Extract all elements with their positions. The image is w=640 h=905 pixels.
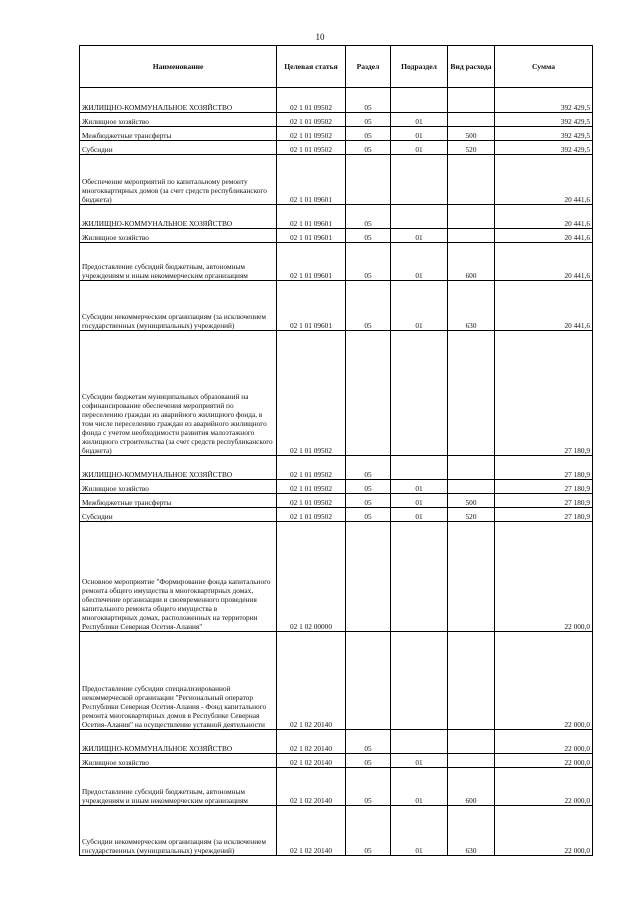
header-expense-type: Вид расхода [448, 46, 495, 88]
cell-subsection [391, 522, 448, 632]
cell-expense-type [448, 155, 495, 205]
cell-subsection: 01 [391, 229, 448, 243]
cell-subsection [391, 88, 448, 113]
cell-amount: 27 180,9 [495, 494, 593, 508]
cell-amount: 20 441,6 [495, 205, 593, 229]
cell-section: 05 [346, 88, 391, 113]
cell-name: Субсидии [80, 508, 277, 522]
cell-section: 05 [346, 480, 391, 494]
header-name: Наименование [80, 46, 277, 88]
cell-target: 02 1 02 00000 [277, 522, 346, 632]
table-row [80, 127, 593, 141]
table-row [80, 768, 593, 806]
cell-expense-type: 630 [448, 281, 495, 331]
cell-target: 02 1 02 20140 [277, 632, 346, 730]
cell-expense-type [448, 205, 495, 229]
table-row [80, 806, 593, 856]
cell-amount: 392 429,5 [495, 88, 593, 113]
cell-name: Субсидии [80, 141, 277, 155]
cell-amount: 27 180,9 [495, 456, 593, 480]
cell-target: 02 1 02 20140 [277, 730, 346, 754]
cell-subsection: 01 [391, 243, 448, 281]
cell-amount: 27 180,9 [495, 480, 593, 494]
cell-amount: 392 429,5 [495, 141, 593, 155]
cell-expense-type [448, 331, 495, 456]
cell-name: ЖИЛИЩНО-КОММУНАЛЬНОЕ ХОЗЯЙСТВО [80, 456, 277, 480]
budget-table [79, 45, 593, 856]
cell-target: 02 1 01 09502 [277, 88, 346, 113]
table-row [80, 730, 593, 754]
cell-name: ЖИЛИЩНО-КОММУНАЛЬНОЕ ХОЗЯЙСТВО [80, 88, 277, 113]
cell-section: 05 [346, 229, 391, 243]
cell-subsection: 01 [391, 754, 448, 768]
cell-name: Обеспечение мероприятий по капитальному ремонту многоквартирных домов (за счет средств республиканского бюджета) [80, 155, 277, 205]
cell-section: 05 [346, 806, 391, 856]
cell-section [346, 522, 391, 632]
cell-expense-type: 520 [448, 508, 495, 522]
cell-name: Жилищное хозяйство [80, 480, 277, 494]
cell-subsection: 01 [391, 127, 448, 141]
cell-name: Межбюджетные трансферты [80, 127, 277, 141]
cell-target: 02 1 01 09601 [277, 229, 346, 243]
table-row [80, 331, 593, 456]
table-row [80, 243, 593, 281]
cell-expense-type [448, 754, 495, 768]
table-row [80, 480, 593, 494]
cell-name: Субсидии бюджетам муниципальных образований на софинансирование обеспечения мероприятий по переселению граждан из аварийного жилищного фонда, в том числе переселению граждан из аварийного жилищного фонда с учетом необходимости развития малоэтажного жилищного строительства (за счет средств республиканского бюджета) [80, 331, 277, 456]
cell-subsection: 01 [391, 806, 448, 856]
header-section: Раздел [346, 46, 391, 88]
cell-expense-type: 520 [448, 141, 495, 155]
cell-subsection [391, 205, 448, 229]
table-row [80, 754, 593, 768]
cell-amount: 392 429,5 [495, 127, 593, 141]
cell-section: 05 [346, 281, 391, 331]
table-row [80, 141, 593, 155]
cell-subsection: 01 [391, 281, 448, 331]
cell-expense-type [448, 730, 495, 754]
cell-subsection [391, 456, 448, 480]
cell-expense-type [448, 632, 495, 730]
cell-subsection: 01 [391, 768, 448, 806]
cell-expense-type [448, 113, 495, 127]
cell-name: Субсидии некоммерческим организациям (за исключением государственных (муниципальных) учреждений) [80, 806, 277, 856]
cell-target: 02 1 01 09502 [277, 113, 346, 127]
cell-name: Жилищное хозяйство [80, 229, 277, 243]
cell-expense-type: 500 [448, 127, 495, 141]
table-row [80, 155, 593, 205]
cell-amount: 20 441,6 [495, 155, 593, 205]
cell-subsection: 01 [391, 141, 448, 155]
cell-target: 02 1 01 09502 [277, 508, 346, 522]
cell-name: Жилищное хозяйство [80, 754, 277, 768]
header-amount: Сумма [495, 46, 593, 88]
cell-target: 02 1 01 09601 [277, 281, 346, 331]
cell-name: Предоставление субсидии специализированной некоммерческой организации "Региональный оператор Республики Северная Осетия-Алания - Фонд капитального ремонта многоквартирных домов в Республике Северная Осетия-Алания" на осуществление уставной деятельности [80, 632, 277, 730]
cell-amount: 27 180,9 [495, 331, 593, 456]
table-row [80, 113, 593, 127]
table-row [80, 508, 593, 522]
table-row [80, 522, 593, 632]
cell-name: Предоставление субсидий бюджетным, автономным учреждениям и иным некоммерческим организациям [80, 243, 277, 281]
cell-amount: 22 000,0 [495, 522, 593, 632]
cell-amount: 22 000,0 [495, 806, 593, 856]
cell-expense-type [448, 456, 495, 480]
cell-expense-type: 500 [448, 494, 495, 508]
cell-target: 02 1 01 09502 [277, 127, 346, 141]
table-row [80, 494, 593, 508]
cell-section: 05 [346, 508, 391, 522]
cell-target: 02 1 01 09601 [277, 243, 346, 281]
cell-subsection [391, 331, 448, 456]
cell-name: ЖИЛИЩНО-КОММУНАЛЬНОЕ ХОЗЯЙСТВО [80, 730, 277, 754]
header-subsection: Подраздел [391, 46, 448, 88]
cell-expense-type [448, 88, 495, 113]
cell-target: 02 1 01 09502 [277, 480, 346, 494]
cell-amount: 22 000,0 [495, 632, 593, 730]
cell-subsection [391, 155, 448, 205]
table-row [80, 456, 593, 480]
table-row [80, 229, 593, 243]
cell-section: 05 [346, 127, 391, 141]
cell-section: 05 [346, 494, 391, 508]
cell-section [346, 155, 391, 205]
cell-section: 05 [346, 456, 391, 480]
cell-section: 05 [346, 730, 391, 754]
cell-name: Жилищное хозяйство [80, 113, 277, 127]
cell-section: 05 [346, 205, 391, 229]
cell-section: 05 [346, 754, 391, 768]
cell-name: ЖИЛИЩНО-КОММУНАЛЬНОЕ ХОЗЯЙСТВО [80, 205, 277, 229]
cell-expense-type: 600 [448, 243, 495, 281]
cell-target: 02 1 01 09601 [277, 205, 346, 229]
cell-expense-type: 630 [448, 806, 495, 856]
cell-section: 05 [346, 113, 391, 127]
cell-name: Предоставление субсидий бюджетным, автономным учреждениям и иным некоммерческим организациям [80, 768, 277, 806]
cell-expense-type: 600 [448, 768, 495, 806]
cell-subsection: 01 [391, 480, 448, 494]
cell-amount: 20 441,6 [495, 243, 593, 281]
cell-target: 02 1 02 20140 [277, 754, 346, 768]
table-row [80, 632, 593, 730]
cell-amount: 27 180,9 [495, 508, 593, 522]
cell-section [346, 632, 391, 730]
cell-name: Основное мероприятие "Формирование фонда капитального ремонта общего имущества в многоквартирных домах, обеспечение организации и своевременного проведения капитального ремонта общего имущества в многоквартирных домах, расположенных на территории Республики Северная Осетия-Алания" [80, 522, 277, 632]
cell-target: 02 1 01 09502 [277, 494, 346, 508]
cell-subsection: 01 [391, 494, 448, 508]
cell-subsection: 01 [391, 508, 448, 522]
cell-amount: 392 429,5 [495, 113, 593, 127]
header-row [80, 46, 593, 88]
cell-subsection: 01 [391, 113, 448, 127]
cell-target: 02 1 01 09502 [277, 331, 346, 456]
cell-section: 05 [346, 141, 391, 155]
page-number: 10 [315, 32, 325, 42]
cell-amount: 22 000,0 [495, 768, 593, 806]
table-row [80, 205, 593, 229]
cell-target: 02 1 02 20140 [277, 768, 346, 806]
cell-expense-type [448, 480, 495, 494]
header-target: Целевая статья [277, 46, 346, 88]
cell-target: 02 1 01 09502 [277, 141, 346, 155]
cell-amount: 20 441,6 [495, 281, 593, 331]
cell-name: Межбюджетные трансферты [80, 494, 277, 508]
cell-section: 05 [346, 768, 391, 806]
cell-name: Субсидии некоммерческим организациям (за исключением государственных (муниципальных) учреждений) [80, 281, 277, 331]
cell-amount: 22 000,0 [495, 754, 593, 768]
cell-expense-type [448, 229, 495, 243]
cell-target: 02 1 02 20140 [277, 806, 346, 856]
cell-amount: 22 000,0 [495, 730, 593, 754]
cell-target: 02 1 01 09601 [277, 155, 346, 205]
cell-subsection [391, 632, 448, 730]
cell-subsection [391, 730, 448, 754]
table-row [80, 88, 593, 113]
cell-section: 05 [346, 243, 391, 281]
cell-section [346, 331, 391, 456]
cell-target: 02 1 01 09502 [277, 456, 346, 480]
table-row [80, 281, 593, 331]
cell-expense-type [448, 522, 495, 632]
cell-amount: 20 441,6 [495, 229, 593, 243]
